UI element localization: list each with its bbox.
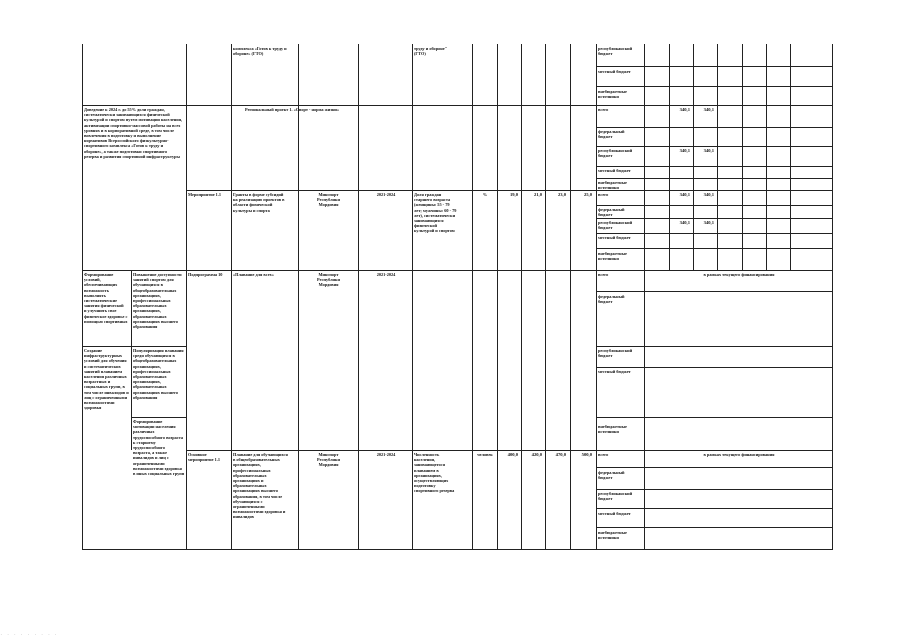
table-border (82, 44, 83, 550)
goal-infra-task: Популяризация плавания среди обучающихся в общеобразовательных организациях, профессиональных образовательных организациях, образовательных организациях высшего образования (133, 348, 184, 400)
source-extra: внебюджетные источники (598, 180, 627, 191)
sub-row-divider (596, 66, 833, 67)
row-divider (186, 190, 833, 191)
goal-reserve-task: Формирование мотивации населения различных трудоспособного возраста к старшему трудоспособного возраста, а также инвалидов и лиц с ограниченными возможностями здоровья в иных социальных групп (133, 419, 185, 477)
amount-value: 340,1 (703, 192, 714, 197)
subprogram-period: 2021-2024 (376, 272, 396, 277)
subprogram-name: «Плавание для всех» (233, 272, 274, 277)
row-divider (186, 450, 833, 451)
source-republican: республиканский бюджет (598, 491, 633, 502)
subprogram-executor: Минспорт Республики Мордовия (317, 272, 340, 288)
column-divider (669, 44, 670, 270)
column-divider (790, 44, 791, 270)
indicator-value: 23,0 (557, 192, 566, 197)
source-total: всего (598, 272, 609, 277)
sub-row-divider (596, 346, 833, 347)
sub-row-divider (596, 467, 833, 468)
amount-value: 340,1 (703, 148, 714, 153)
column-divider (742, 44, 743, 270)
indicator-continued: труду и обороне" (ГТО) (414, 46, 448, 57)
sub-row-divider (596, 291, 833, 292)
source-local: местный бюджет (598, 69, 631, 74)
scan-edge-marks: . . . . . . . . . (0, 631, 58, 636)
source-republican: республиканский бюджет (598, 148, 633, 159)
sub-row-divider (596, 166, 833, 167)
sub-row-divider (596, 248, 833, 249)
indicator-name: Численность населения, занимающегося плаванием в организациях, осуществляющих подготовку спортивного резерва (414, 452, 455, 494)
column-divider (131, 270, 132, 450)
subprogram-code: Подпрограмма 10 (188, 272, 223, 277)
column-divider (693, 44, 694, 270)
column-divider (766, 44, 767, 270)
source-federal: федеральный бюджет (598, 294, 625, 305)
sub-row-divider (596, 127, 833, 128)
column-divider (497, 44, 498, 550)
column-divider (412, 44, 413, 550)
sub-row-divider (596, 233, 833, 234)
column-divider (570, 44, 571, 550)
current-financing-note: в рамках текущего финансирования (703, 452, 775, 457)
source-total: всего (598, 452, 609, 457)
sub-row-divider (596, 417, 833, 418)
sub-row-divider (596, 489, 833, 490)
measure-code: Мероприятие 1.1 (188, 192, 222, 197)
source-republican: республиканский бюджет (598, 46, 633, 57)
source-local: местный бюджет (598, 168, 631, 173)
source-republican: республиканский бюджет (598, 220, 633, 231)
amount-value: 340,1 (679, 148, 690, 153)
indicator-value: 21,0 (533, 192, 542, 197)
indicator-value: 470,0 (555, 452, 566, 457)
measure-name: Гранты в форме субсидий на реализацию проектов в области физической культуры и спорта (233, 192, 285, 213)
goal-text: Доведение к 2024 г. до 55% доли граждан, систематически занимающихся физической культурой и спортом путем мотивации населения, активизации спортивно-массовой работы на всех уровнях и в корпоративной среде, в том числе вовлечения в подготовку и выполнение нормативов Всероссийского физкультурно- спортивного комплекса «Готов к труду и обороне», а также подготовки спортивного резерва и развития спортивной инфраструктуры (84, 107, 183, 159)
amount-value: 340,1 (679, 107, 690, 112)
source-federal: федеральный бюджет (598, 207, 625, 218)
main-measure-executor: Минспорт Республики Мордовия (317, 452, 340, 468)
sub-row-divider (596, 367, 833, 368)
source-local: местный бюджет (598, 235, 631, 240)
indicator-value: 500,0 (581, 452, 592, 457)
measure-executor: Минспорт Республики Мордовия (317, 192, 340, 208)
goal-access-task: Повышение доступности занятий спортом для обучающихся в общеобразовательных организациях, профессиональных образовательных организациях, образовательных организациях высшего образования (133, 272, 182, 330)
source-federal: федеральный бюджет (598, 129, 625, 140)
source-federal: федеральный бюджет (598, 470, 625, 481)
current-financing-note: в рамках текущего финансирования (703, 272, 775, 277)
indicator-value: 19,0 (509, 192, 518, 197)
indicator-value: 400,0 (507, 452, 518, 457)
indicator-value: 25,0 (583, 192, 592, 197)
source-local: местный бюджет (598, 511, 631, 516)
sub-row-divider (596, 86, 833, 87)
main-measure-name: Плавание для обучающихся в общеобразовательных организациях, профессиональных образовательных организациях и образовательных организациях высшего образования, в том числе обучающихся с ограниченными возможностями здоровья и инвалидов (233, 452, 288, 520)
source-extra: внебюджетные источники (598, 89, 627, 100)
sub-row-divider (596, 508, 833, 509)
amount-value: 340,1 (679, 192, 690, 197)
table-border (832, 44, 833, 550)
source-total: всего (598, 192, 609, 197)
column-divider (545, 44, 546, 550)
column-divider (521, 44, 522, 550)
source-extra: внебюджетные источники (598, 424, 627, 435)
source-extra: внебюджетные источники (598, 251, 627, 262)
row-divider (82, 346, 187, 347)
column-divider (717, 44, 718, 270)
source-total: всего (598, 107, 609, 112)
main-measure-period: 2021-2024 (376, 452, 396, 457)
sub-row-divider (596, 205, 833, 206)
amount-value: 340,1 (679, 220, 690, 225)
sub-row-divider (596, 146, 833, 147)
amount-value: 340,1 (703, 107, 714, 112)
event-name-continued: комплекса «Готов к труду и обороне» (ГТО) (233, 46, 287, 57)
sub-row-divider (596, 527, 833, 528)
amount-value: 340,1 (703, 220, 714, 225)
column-divider (186, 44, 187, 550)
indicator-unit: человек (477, 452, 493, 457)
row-divider (82, 105, 833, 106)
indicator-unit: % (482, 192, 488, 197)
goal-access-left: Формирование условий, обеспечивающих возможность выполнять систематические занятия физической и улучшить свое физическое здоровье с помощью спортивных (84, 272, 128, 324)
source-extra: внебюджетные источники (598, 530, 627, 541)
column-divider (596, 44, 597, 550)
indicator-value: 420,0 (531, 452, 542, 457)
column-divider (231, 44, 232, 550)
sub-row-divider (596, 218, 833, 219)
column-divider (472, 44, 473, 550)
table-border (82, 549, 833, 550)
row-divider (131, 417, 187, 418)
regional-project-title: Региональный проект 1. «Спорт - норма жизни» (245, 107, 340, 112)
indicator-name: Доля граждан старшего возраста (женщины: 55 - 79 лет; мужчины: 60 - 79 лет), систематически занимающихся физической культурой и спортом (414, 192, 457, 234)
measure-period: 2021-2024 (376, 192, 396, 197)
source-republican: республиканский бюджет (598, 348, 633, 359)
sub-row-divider (596, 178, 833, 179)
column-divider (644, 44, 645, 550)
goal-infra-left: Создание инфраструктурных условий для обучения и систематических занятий плаванием населения различных возрастных и социальных групп, в том числе инвалидов и лиц с ограниченными возможностями здоровья (84, 348, 129, 411)
source-local: местный бюджет (598, 369, 631, 374)
column-divider (358, 44, 359, 550)
column-divider (298, 44, 299, 550)
main-measure-code: Основное мероприятие 1.1 (188, 452, 220, 463)
row-divider (82, 270, 833, 271)
